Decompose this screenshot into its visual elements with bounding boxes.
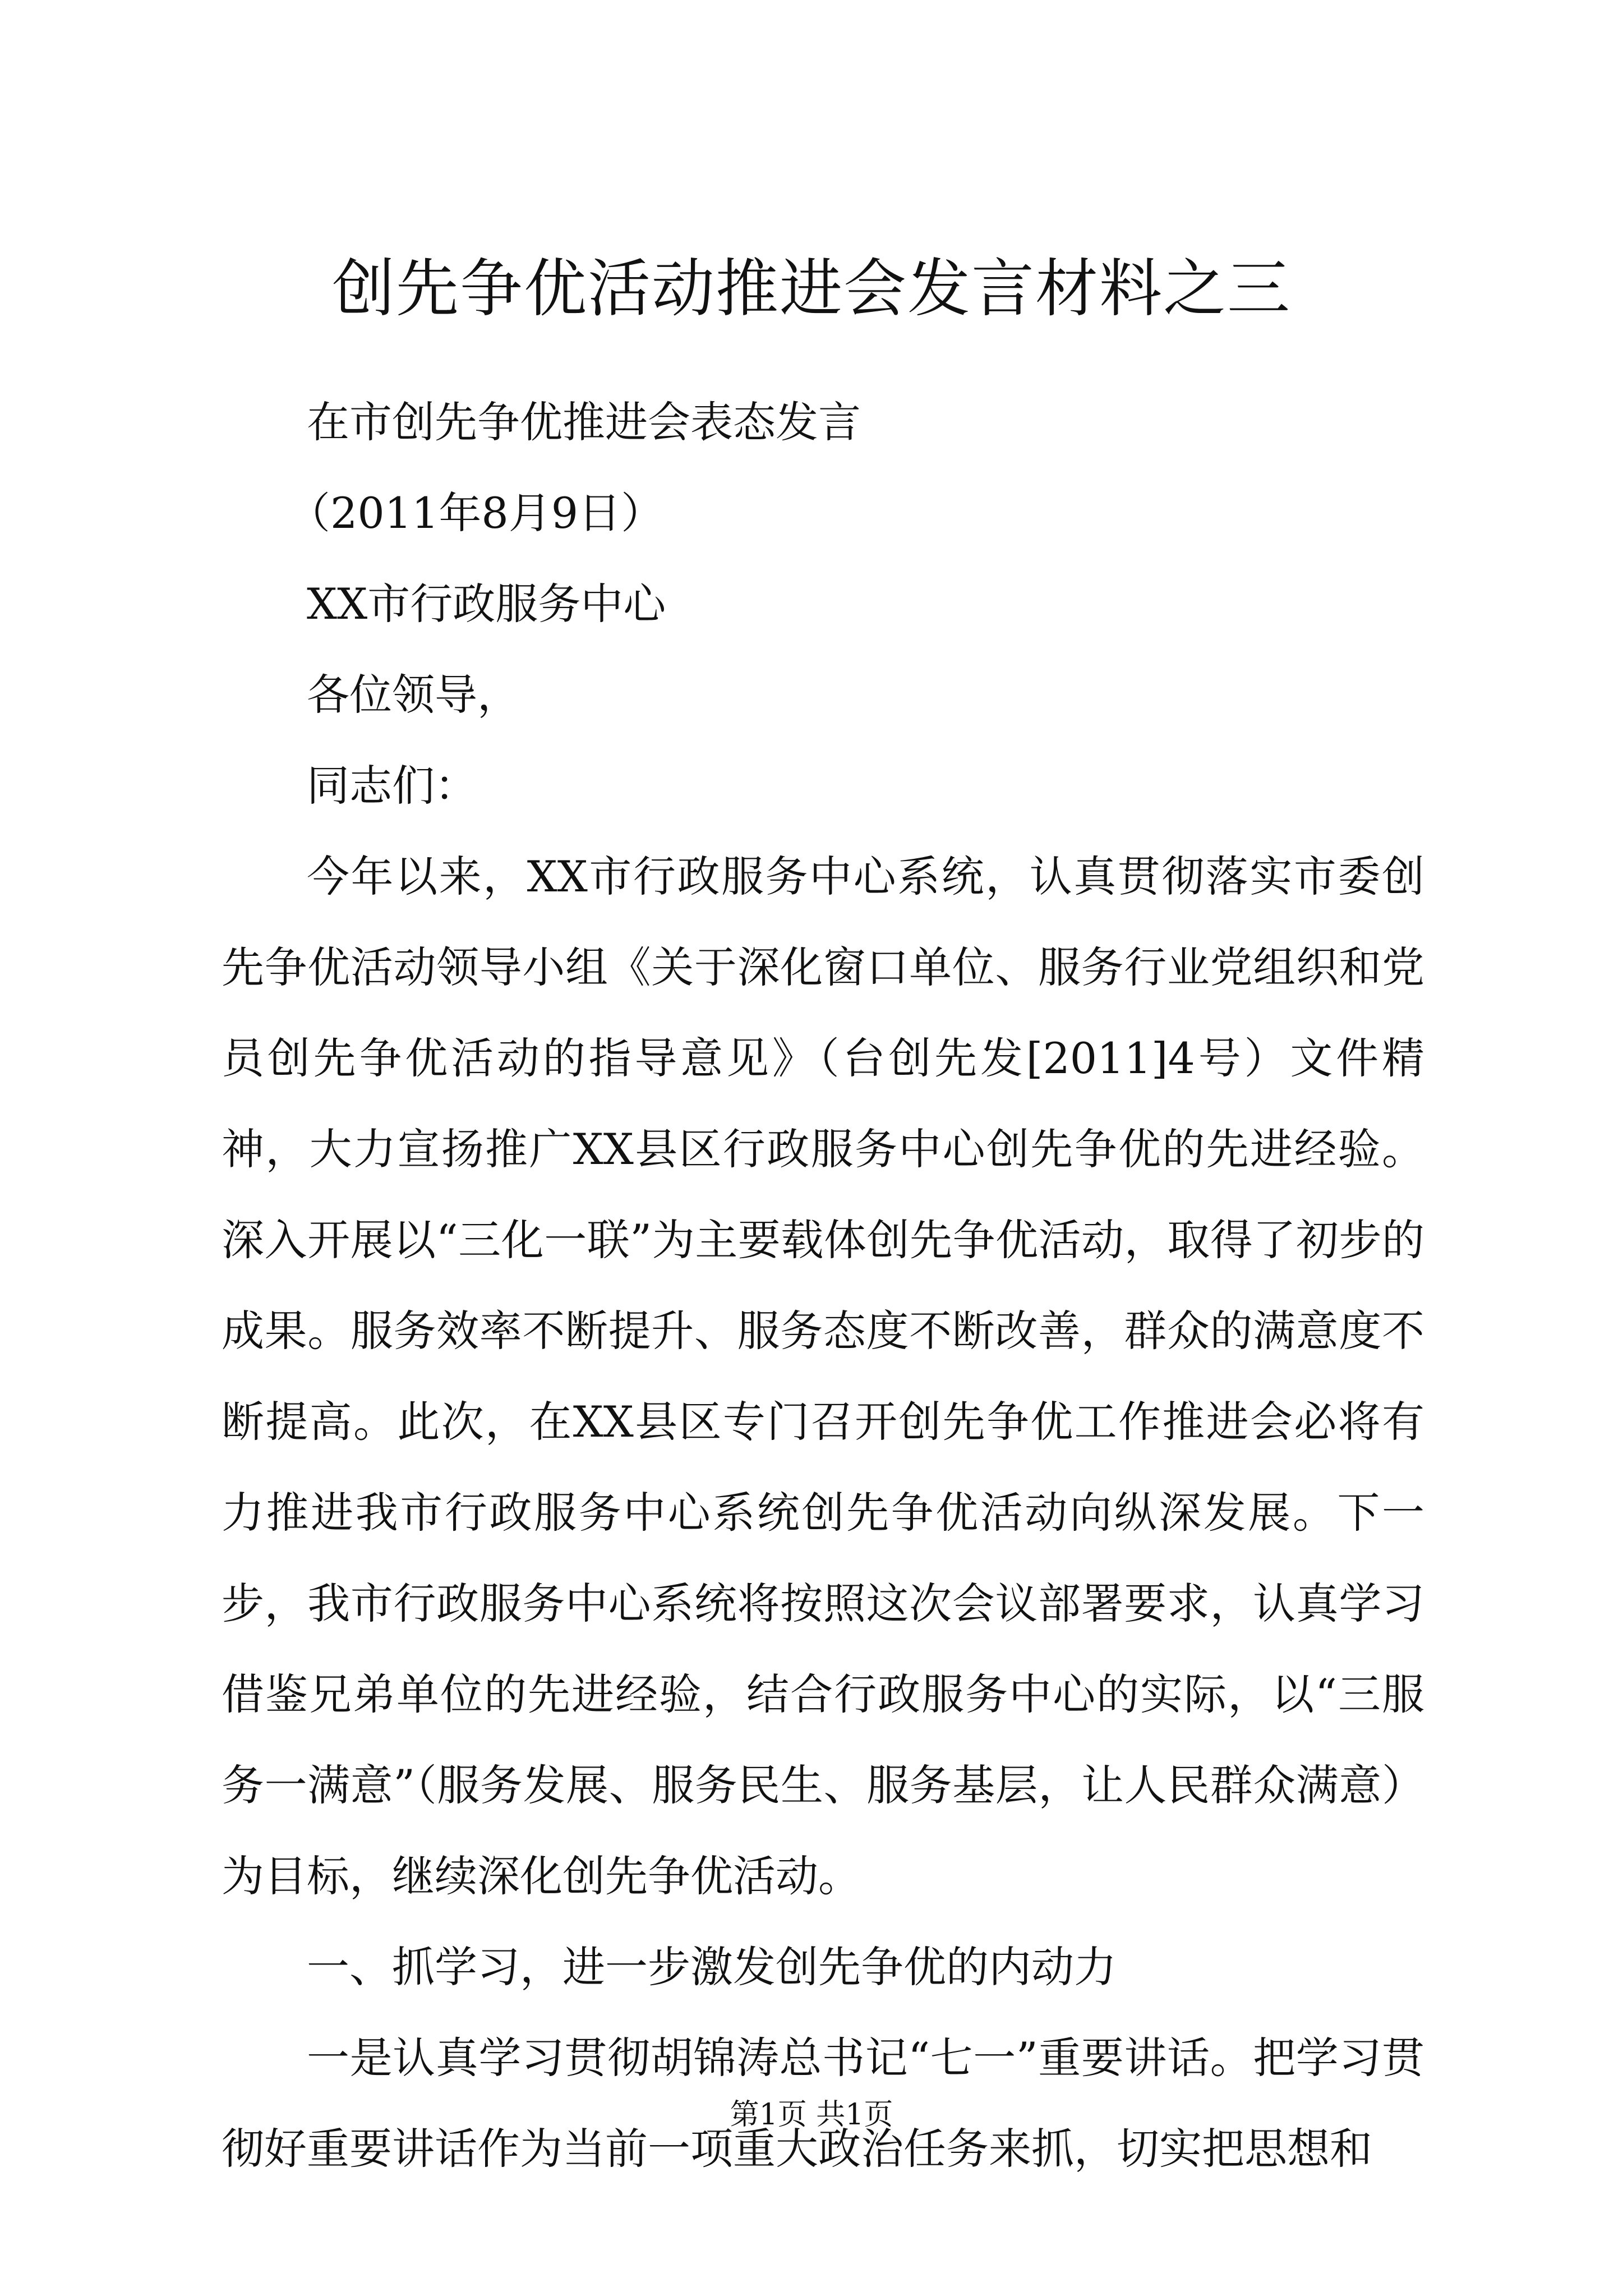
document-title: 创先争优活动推进会发言材料之三 (332, 252, 1291, 325)
document-date: （2011年8月9日） (288, 488, 664, 538)
greeting-comrades: 同志们： (307, 761, 477, 811)
document-subtitle: 在市创先争优推进会表态发言 (307, 397, 861, 447)
page-footer: 第1页 共1页 (730, 2098, 893, 2132)
body-paragraph: 一是认真学习贯彻胡锦涛总书记“七一”重要讲话。把学习贯彻好重要讲话作为当前一项重大政治任务来抓，切实把思想和 (222, 2033, 1424, 2174)
document-body (222, 377, 1424, 2194)
section-heading: 一、抓学习，进一步激发创先争优的内动力 (307, 1942, 1117, 1992)
greeting-leaders: 各位领导， (307, 670, 520, 720)
body-paragraph: 今年以来，XX市行政服务中心系统，认真贯彻落实市委创先争优活动领导小组《关于深化窗口单位、服务行业党组织和党员创先争优活动的指导意见》（台创先发[2011]4号）文件精神，大力宣扬推广XX县区行政服务中心创先争优的先进经验。深入开展以“三化一联”为主要载体创先争优活动，取得了初步的成果。服务效率不断提升、服务态度不断改善，群众的满意度不断提高。此次，在XX县区专门召开创先争优工作推进会必将有力推进我市行政服务中心系统创先争优活动向纵深发展。下一步，我市行政服务中心系统将按照这次会议部署要求，认真学习借鉴兄弟单位的先进经验，结合行政服务中心的实际，以“三服务一满意”（服务发展、服务民生、服务基层，让人民群众满意）为目标，继续深化创先争优活动。 (222, 852, 1424, 1901)
document-organization: XX市行政服务中心 (307, 579, 666, 629)
